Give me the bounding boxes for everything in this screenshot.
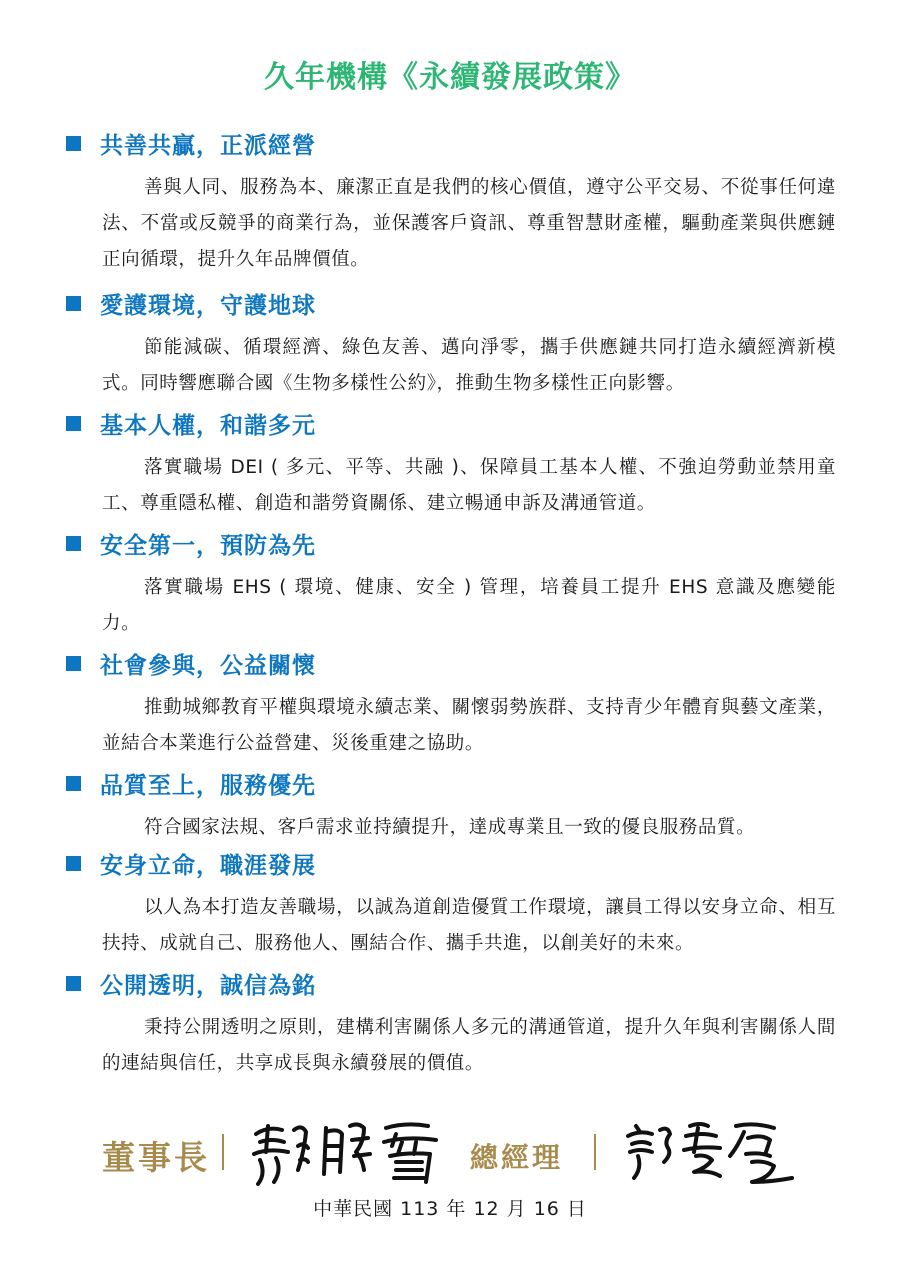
square-bullet-icon — [66, 656, 81, 671]
square-bullet-icon — [66, 136, 81, 151]
section-heading-text: 公開透明，誠信為銘 — [100, 972, 316, 999]
section-heading — [66, 966, 316, 1000]
square-bullet-icon — [66, 776, 81, 791]
square-bullet-icon — [66, 856, 81, 871]
section-heading-text: 安身立命，職涯發展 — [100, 852, 316, 879]
square-bullet-icon — [66, 296, 81, 311]
section-body: 節能減碳、循環經濟、綠色友善、邁向淨零，攜手供應鏈共同打造永續經濟新模式。同時響應聯合國《生物多樣性公約》，推動生物多樣性正向影響。 — [102, 337, 836, 394]
page-title: 久年機構《永續發展政策》 — [264, 60, 636, 95]
square-bullet-icon — [66, 976, 81, 991]
section-heading-text: 基本人權，和諧多元 — [100, 412, 316, 439]
section-heading-text: 安全第一，預防為先 — [100, 532, 316, 559]
section-heading-text: 品質至上，服務優先 — [100, 772, 316, 799]
document-date: 中華民國 113 年 12 月 16 日 — [313, 1198, 587, 1220]
general-manager-label: 總經理 — [470, 1141, 564, 1174]
signature-block — [0, 1112, 900, 1192]
section-body: 符合國家法規、客戶需求並持續提升，達成專業且一致的優良服務品質。 — [144, 817, 756, 838]
section-body: 落實職場 DEI ( 多元、平等、共融 )、保障員工基本人權、不強迫勞動並禁用童工、尊重隱私權、創造和諧勞資關係、建立暢通申訴及溝通管道。 — [102, 457, 836, 514]
section-heading — [66, 126, 316, 160]
section-heading — [66, 286, 316, 320]
square-bullet-icon — [66, 416, 81, 431]
section-body: 秉持公開透明之原則，建構利害關係人多元的溝通管道，提升久年與利害關係人間的連結與信任，共享成長與永續發展的價值。 — [102, 1017, 836, 1074]
section-heading-text: 共善共贏，正派經營 — [100, 132, 316, 159]
general-manager-signature-icon — [620, 1112, 810, 1192]
section-heading — [66, 646, 316, 680]
section-body: 落實職場 EHS ( 環境、健康、安全 ) 管理，培養員工提升 EHS 意識及應變能力。 — [102, 577, 836, 634]
chairman-label: 董事長 — [102, 1138, 210, 1177]
divider — [594, 1134, 596, 1170]
section-heading — [66, 526, 316, 560]
section-body: 以人為本打造友善職場，以誠為道創造優質工作環境，讓員工得以安身立命、相互扶持、成就自己、服務他人、團結合作、攜手共進，以創美好的未來。 — [102, 897, 836, 954]
square-bullet-icon — [66, 536, 81, 551]
section-heading — [66, 846, 316, 880]
section-heading-text: 愛護環境，守護地球 — [100, 292, 316, 319]
divider — [222, 1134, 224, 1170]
section-body: 善與人同、服務為本、廉潔正直是我們的核心價值，遵守公平交易、不從事任何違法、不當或反競爭的商業行為，並保護客戶資訊、尊重智慧財產權，驅動產業與供應鏈正向循環，提升久年品牌價值。 — [102, 177, 836, 270]
section-body: 推動城鄉教育平權與環境永續志業、關懷弱勢族群、支持青少年體育與藝文產業，並結合本業進行公益營建、災後重建之協助。 — [102, 697, 836, 754]
section-heading — [66, 766, 316, 800]
section-heading-text: 社會參與，公益關懷 — [100, 652, 316, 679]
chairman-signature-icon — [246, 1112, 466, 1192]
section-heading — [66, 406, 316, 440]
